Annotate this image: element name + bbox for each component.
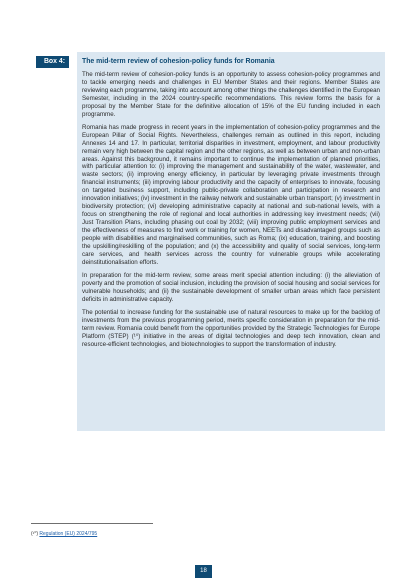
box-body: [82, 71, 380, 353]
box-paragraph: The potential to increase funding for the sustainable use of natural resources to make up for the backlog of investments from the previous programming period, merits specific consideration in preparation for the mid-term review. Romania could benefit from the opportunities provided by the Strategic Technologies for Europe Platform (STEP) (¹⁰) initiative in the areas of digital technologies and deep tech innovation, clean and resource-efficient technologies, and biotechnologies to support the transformation of industry.: [82, 308, 380, 348]
footnote-marker: (¹⁰): [31, 531, 38, 537]
box-title: The mid-term review of cohesion-policy funds for Romania: [82, 58, 275, 65]
box-paragraph: The mid-term review of cohesion-policy funds is an opportunity to assess cohesion-policy programmes and to tackle emerging needs and challenges in EU Member States and their regions. Member States are reviewing each programme, taking into account among other things the challenges identified in the European Semester, including in the 2024 country-specific recommendations. This review forms the basis for a proposal by the Member State for the definitive allocation of 15% of the EU funding included in each programme.: [82, 71, 380, 118]
box-paragraph: Romania has made progress in recent years in the implementation of cohesion-policy programmes and the European Pillar of Social Rights. Nevertheless, challenges remain as outlined in this report, including Annexes 14 and 17. In particular, territorial disparities in investment, employment, and labour productivity remain very high between the capital region and the other regions, as well as between urban and non-urban areas. Against this background, it remains important to continue the implementation of planned priorities, with particular attention to: (i) improving the management and sustainability of the water, wastewater, and waste sectors; (ii) improving energy efficiency, in particular by leveraging private investments through financial instruments; (iii) improving labour productivity and the capacity of enterprises to innovate, focusing on targeted business support, including public-private collaboration and participation in research and innovation initiatives; (iv) investment in the railway network and sustainable urban transport; (v) investment in biodiversity protection; (vi) developing administrative capacity at national and sub-national levels, with a focus on strengthening the role of regional and local authorities in addressing key investment needs; (vii) Just Transition Plans, including phasing out coal by 2032; (viii) improving public employment services and the effectiveness of measures to find work or training for women, NEETs and disadvantaged groups such as people with disabilities and marginalised communities, such as Roma; (ix) education, training, and boosting the upskilling/reskilling of the population; and (x) the accessibility and quality of social services, long-term care services, and health services across the country for vulnerable groups while accelerating deinstitutionalisation efforts.: [82, 123, 380, 266]
footnote: [31, 531, 97, 538]
page-number: 18: [195, 565, 212, 578]
box-paragraph: In preparation for the mid-term review, some areas merit special attention including: (i) the alleviation of poverty and the promotion of social inclusion, including the provision of social housing and social services for vulnerable households; and (ii) the sustainable development of smaller urban areas which face persistent deficits in administrative capacity.: [82, 271, 380, 303]
footnote-link[interactable]: Regulation (EU) 2024/795: [39, 531, 98, 537]
box-label: Box 4:: [36, 56, 69, 68]
footnote-divider: [31, 523, 153, 524]
